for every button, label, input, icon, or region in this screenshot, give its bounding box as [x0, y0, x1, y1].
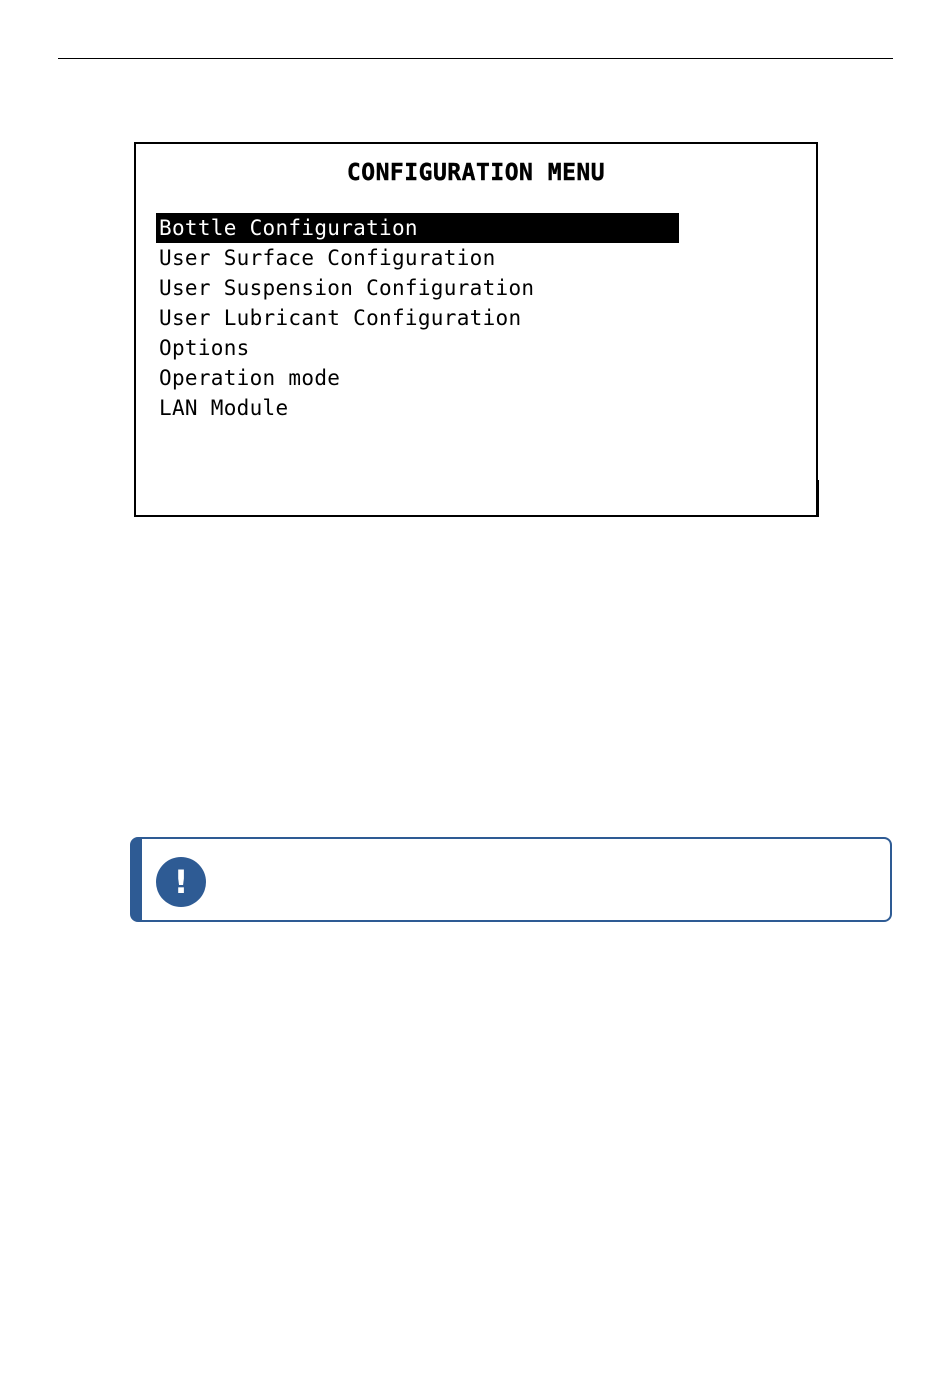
menu-item-user-suspension-configuration[interactable]: User Suspension Configuration [159, 276, 535, 300]
menu-title: CONFIGURATION MENU [346, 160, 606, 186]
exclamation-icon: ! [156, 857, 206, 907]
header-rule [58, 58, 893, 59]
screen-shadow-right [816, 480, 819, 517]
configuration-menu-screen [134, 142, 818, 517]
notice-box [130, 837, 892, 922]
menu-item-user-surface-configuration[interactable]: User Surface Configuration [159, 246, 496, 270]
screen-shadow-bottom [136, 515, 819, 517]
menu-list [156, 213, 679, 423]
menu-item-user-lubricant-configuration[interactable]: User Lubricant Configuration [159, 306, 522, 330]
menu-item-operation-mode[interactable]: Operation mode [159, 366, 341, 390]
menu-item-lan-module[interactable]: LAN Module [159, 396, 289, 420]
menu-item-options[interactable]: Options [159, 336, 250, 360]
menu-item-bottle-configuration[interactable]: Bottle Configuration [156, 213, 679, 243]
